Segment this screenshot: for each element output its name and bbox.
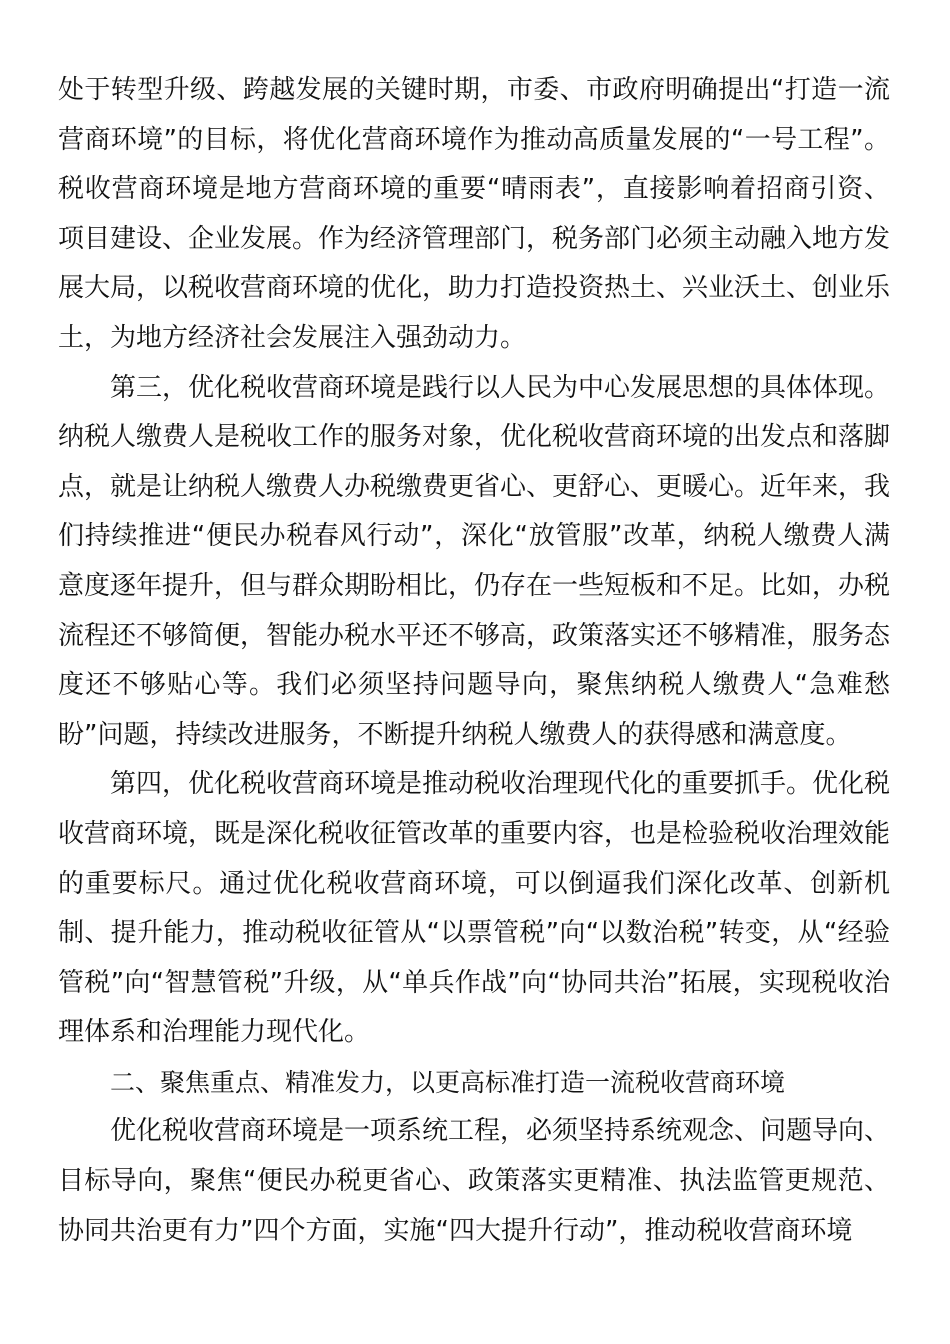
paragraph-fourth-point: 第四，优化税收营商环境是推动税收治理现代化的重要抓手。优化税收营商环境，既是深化税收征管改革的重要内容，也是检验税收治理效能的重要标尺。通过优化税收营商环境，可以倒逼我们深化改革、创新机制、提升能力，推动税收征管从“以票管税”向“以数治税”转变，从“经验管税”向“智慧管税”升级，从“单兵作战”向“协同共治”拓展，实现税收治理体系和治理能力现代化。 [58,769,891,1048]
paragraph-third-point: 第三，优化税收营商环境是践行以人民为中心发展思想的具体体现。纳税人缴费人是税收工作的服务对象，优化税收营商环境的出发点和落脚点，就是让纳税人缴费人办税缴费更省心、更舒心、更暖心。近年来，我们持续推进“便民办税春风行动”，深化“放管服”改革，纳税人缴费人满意度逐年提升，但与群众期盼相比，仍存在一些短板和不足。比如，办税流程还不够简便，智能办税水平还不够高，政策落实还不够精准，服务态度还不够贴心等。我们必须坚持问题导向，聚焦纳税人缴费人“急难愁盼”问题，持续改进服务，不断提升纳税人缴费人的获得感和满意度。 [58,372,891,750]
section-heading: 二、聚焦重点、精准发力，以更高标准打造一流税收营商环境 [110,1067,786,1097]
paragraph-section-intro: 优化税收营商环境是一项系统工程，必须坚持系统观念、问题导向、目标导向，聚焦“便民办税更省心、政策落实更精准、执法监管更规范、协同共治更有力”四个方面，实施“四大提升行动”，推动税收营商环境 [58,1116,891,1246]
document-body [58,66,890,1256]
paragraph-continuation: 处于转型升级、跨越发展的关键时期，市委、市政府明确提出“打造一流营商环境”的目标，将优化营商环境作为推动高质量发展的“一号工程”。税收营商环境是地方营商环境的重要“晴雨表”，直接影响着招商引资、项目建设、企业发展。作为经济管理部门，税务部门必须主动融入地方发展大局，以税收营商环境的优化，助力打造投资热土、兴业沃土、创业乐土，为地方经济社会发展注入强劲动力。 [58,75,891,353]
